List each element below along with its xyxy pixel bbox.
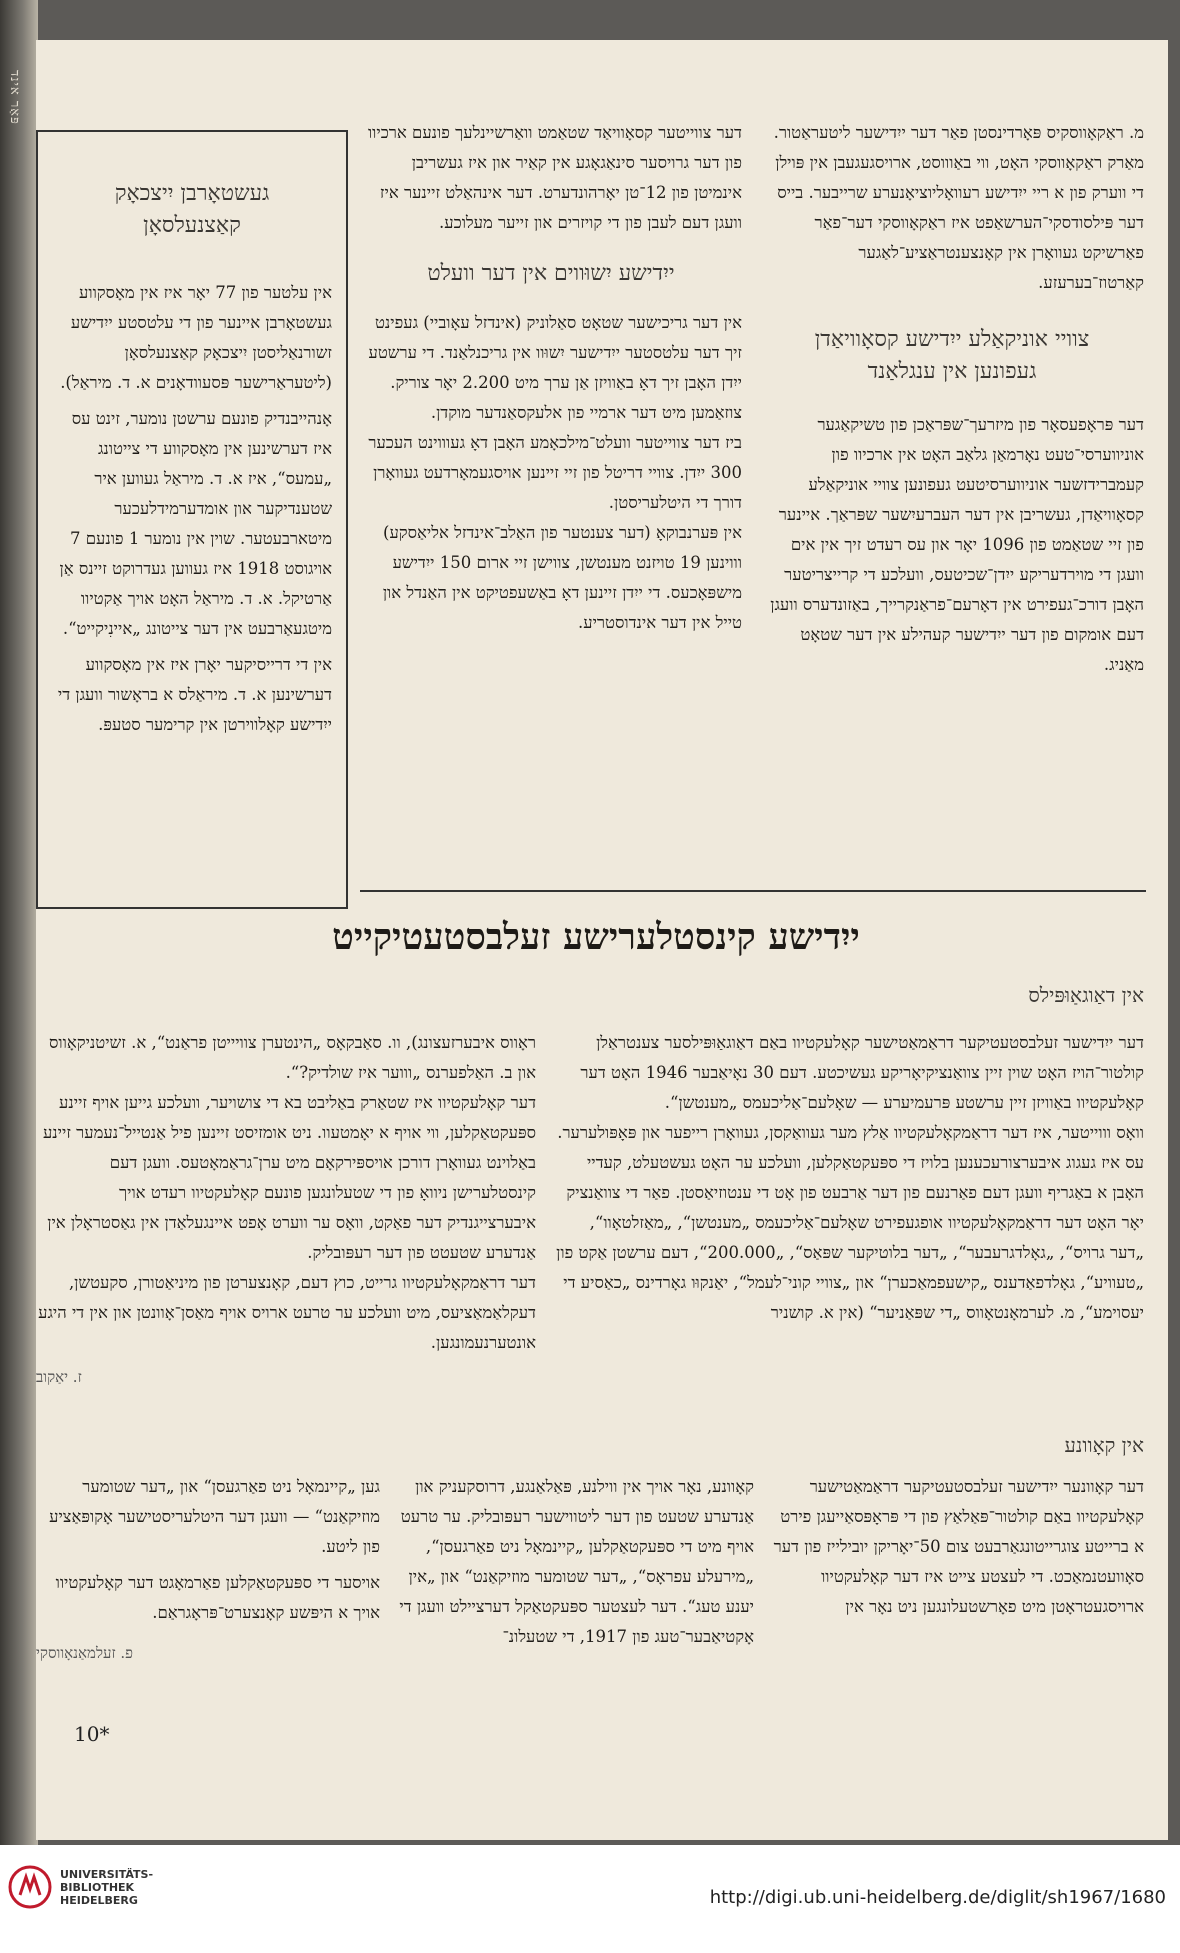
previous-page-edge-text: פּאַר אינד xyxy=(7,70,22,125)
top-middle-column xyxy=(360,118,742,638)
paragraph: קאָוונע, נאָר אויך אין ווילנע, פּאַלאַנגע, דרוסקעניק און אַנדערע שטעט פון דער ליטווישער רעפּובליק. ער טרעט אויף מיט די ספּעקטאַקלען „קיינמאָל ניט פאַרגעסן“, „מירעלע עפראָס“, „דער שטומער מוזיקאַנט“ און „אין יענע טעג“. דער לעצטער ספּעקטאַקל דערציילט וועגן די אָקטיאַבער־טעג פון 1917, די שטעלונ־ xyxy=(399,1477,754,1646)
paragraph: אויסער די ספּעקטאַקלען פאַרמאָגט דער קאָלעקטיוו אויך א היפּשע קאָנצערט־פּראָגראַם. xyxy=(55,1573,380,1622)
kaunas-left-column xyxy=(36,1472,380,1668)
daugavpils-left-column xyxy=(36,1028,536,1392)
section-heading-manuscripts: צוויי אוניקאַלע ייִדישע קסאָוויאַדן געפונען אין ענגלאַנד xyxy=(814,327,1090,384)
author-signature: פ. זעלמאַנאָווסקי xyxy=(36,1644,134,1662)
seal-icon xyxy=(8,1865,52,1909)
logo-line: BIBLIOTHEK xyxy=(60,1880,135,1894)
daugavpils-right-column xyxy=(556,1028,1144,1328)
author-signature: ז. יאַקוב xyxy=(36,1368,82,1386)
obituary-paragraph: אין עלטער פון 77 יאָר איז אין מאָסקווע געשטאָרבן איינער פון די עלטסטע ייִדישע זשורנאַליסטן יִיצכאָק קאַצנעלסאָן (ליטעראַרישער פּסעוודאָנים א. ד. מיראַל). xyxy=(60,283,332,392)
obituary-title: געשטאָרבן יִיצכאָק קאַצנעלסאָן xyxy=(114,181,270,238)
paragraph: מאַרק ראַקאָווסקי האָט, ווי באַוווסט, ארויסגעגעבן אין פּוילן די ווערק פון א ריי ייִדישע רעוואָליוציאָנערע שרייבער. בייס דער פּילסודסקי־הערשאַפט איז ראַקאָווסקי דער־פאַר פאַרשיקט געוואָרן אין קאָנצענטראַציע־לאַגער קאַרטוז־בערעזע. xyxy=(775,153,1144,292)
paragraph: וואָס וווייטער, איז דער דראַמקאָלעקטיוו אַלץ מער געוואַקסן, געוואָרן רייפער און פּאָפּולערער. עס איז געגוג איבערצורעכענען בלויז די ספּעקטאַקלען, וועלכע ער האָט געשטעלט, קעדיי האָבן א באַגריף וועגן דעם פאַרנעם פון דער אַרבעט פון אָט די ענטוזיאַסטן. פאַר די צוואַנציק יאָר האָט דער דראַמקאָלעקטיוו אופגעפירט שאָלעם־אַליכעמס „מענטשן“, „מאַזלטאָוו“, „דער גרויס“, „גאָלדגרעבער“, „דער בלוטיקער שפּאַס“, „200.000“, דעם ערשטן אַקט פון „טעוויע“, גאָלדפאַדענס „קישעפמאַכערן“ און „צוויי קוני־לעמל“, יאַנקוּו גאָרדינס „כאַסיע די יעסוימע“, מ. לערמאָנטאָווס „די שפּאַניער“ (אין א. קושניר xyxy=(556,1123,1144,1322)
paragraph: דער צווייטער קסאָוויאַד שטאַמט וואַרשיינלעך פונעם ארכיוו פון דער גרויסער סינאַגאָגע אין קאַיר און איז געשריבן אינמיטן פון 12־טן יאָרהונדערט. דער אינהאַלט זיינער איז וועגן דעם לעבן פון די קויזרים און זייער מעלוכע. xyxy=(367,123,742,232)
horizontal-rule xyxy=(360,890,1146,892)
kaunas-middle-column xyxy=(394,1472,754,1652)
section-heading-settlements: ייִדישע יִשוּווים אין דער וועלט xyxy=(427,261,675,286)
logo-line: HEIDELBERG xyxy=(60,1893,138,1907)
paragraph: גען „קיינמאָל ניט פאַרגעסן“ און „דער שטומער מוזיקאַנט“ — וועגן דער היטלעריסטישער אָקופּאַציע פון ליטע. xyxy=(49,1477,380,1556)
paragraph: דער דראַמקאָלעקטיוו גרייט, כוץ דעם, קאָנצערטן פון מיניאַטורן, סקעטשן, דעקלאַמאַציעס, מיט וועלכע ער טרעט ארויס אויף מאַסן־אָוונטן און אין די היגע אונטערנעמונגען. xyxy=(38,1273,536,1352)
library-logo[interactable] xyxy=(8,1865,153,1909)
obituary-paragraph: אין די דרייסיקער יאָרן איז אין מאָסקווע דערשינען א. ד. מיראַלס א בראָשור וועגן די ייִדישע קאָלווירטן אין קרימער סטעפּ. xyxy=(57,655,332,734)
source-url-link[interactable]: http://digi.ub.uni-heidelberg.de/diglit/sh1967/1680 xyxy=(709,1887,1166,1908)
section-heading-daugavpils: אין דאַוגאַוּפּילס xyxy=(1028,983,1144,1007)
logo-line: UNIVERSITÄTS- xyxy=(60,1867,154,1881)
paragraph: אין פּערנבוקאָ (דער צענטער פון האַלב־אינדזל אליאַסקע) וווינען 19 טויזנט מענטשן, צווישן זיי ארום 150 ייִדישע מישפּאָכעס. די ייִדן זיינען דאָ באַשעפטיקט אין האַנדל און טייל אין דער אינדוסטריע. xyxy=(382,523,742,632)
paragraph: אין דער גריכישער שטאָט סאַלוניק (אינדזל עאָוביי) געפינט זיך דער עלטסטער ייִדישער יִשוּוו אין גריכנלאַנד. די ערשטע ייִדן האָבן זיך דאָ באַוויזן אַן ערך מיט 2.200 יאָר צוריק. צוזאַמען מיט דער ארמיי פון אלעקסאַנדער מוקדן. xyxy=(368,313,742,422)
paragraph: דער פּראָפעסאָר פון מיזרעך־שפּראַכן פון טשיקאַגער אוניווערסי־טעט נאָרמאַן גלאַב האָט אין ארכיוו פון קעמברידזשער אוניווערסיטעט געפונען צוויי אוניקאַלע קסאָוויאַדן, געשריבן אין דער העברעיִשער שפּראַך. איינער פון זיי שטאַמט פון 1096 יאָר און עס רעדט זיך אין אים וועגן די מוירדעריקע ייִדן־שכיטעס, וועלכע די קרייצריטער האָבן דורכ־געפירט אין דאָרעם־פראַנקרייך, באַזונדערס וועגן דעם אומקום פון דער ייִדישער קעהילע אין דער שטאָט מאַניג. xyxy=(770,415,1144,674)
paragraph: מ. ראַקאָווסקיס פּאָרדינסטן פאַר דער ייִדישער ליטעראַטור. xyxy=(773,123,1144,142)
page-number: 10* xyxy=(74,1722,110,1746)
section-heading-kaunas: אין קאָוונע xyxy=(1064,1433,1144,1457)
document-page xyxy=(36,40,1168,1840)
library-footer xyxy=(0,1845,1180,1953)
paragraph: דער קאָלעקטיוו איז שטאַרק באַליבט בא די צושויער, וועלכע גייען אויף זיינע ספּעקטאַקלען, ווי אויף א יאָמטעוו. ניט אומזיסט זיינען פיל אַנטייל־נעמער זיינע באַלוינט געוואָרן דורכן אויספּירקאָם מיט ערן־גראַמאָטעס. וועגן דעם קינסטלערישן ניוואָ פון די שטעלונגען פונעם קאָלעקטיוו רעדט אויך איבערצייגנדיק דער פאַקט, וואָס ער ווערט אָפט איינגעלאַדן אין גאַסטראָלן אין אַנדערע שטעטט פון דער רעפּובליק. xyxy=(42,1093,536,1262)
top-right-column xyxy=(760,118,1144,680)
article-title: ייִדישע קינסטלערישע זעלבסטעטיקייט xyxy=(332,916,860,958)
kaunas-right-column xyxy=(768,1472,1144,1622)
obituary-paragraph: אָנהייבנדיק פונעם ערשטן נומער, זינט עס איז דערשינען אין מאָסקווע די צייטונג „עמעס“, איז א. ד. מיראַל געווען איר שטענדיקער און אומדערמידלעכער מיטארבעטער. שוין אין נומער 1 פונעם 7 אויגוסט 1918 איז געווען געדרוקט זיינס אַן אַרטיקל. א. ד. מיראַל האָט אויך אַקטיוו מיטגעאַרבעט אין דער צייטונג „איינִיקייט“. xyxy=(59,409,332,638)
paragraph: ראָווס איבערזעצונג), וו. סאַבקאָס „הינטערן צוויייטן פראַנט“, א. זשיטניקאָווס און ב. האַלפערנס „וווער איז שולדיק?“. xyxy=(49,1033,536,1082)
obituary-box xyxy=(36,130,348,909)
paragraph: דער ייִדישער זעלבסטעטיקער דראַמאַטישער קאָלעקטיוו באַם דאַוגאַוּפּילסער צענטראַלן קולטור־הויז האָט שוין זיין צוואַנציקיאָריקע געשיכטע. דעם 30 נאָיאַבער 1946 האָט דער קאָלעקטיוו באַוויזן זיין ערשטע פּרעמיערע — שאָלעם־אַליכעמס „מענטשן“. xyxy=(580,1033,1144,1112)
paragraph: דער קאָוונער ייִדישער זעלבסטעטיקער דראַמאַטישער קאָלעקטיוו באַם קולטור־פּאַלאַץ פון די פּראָפּסאַייעגן פירט א ברייטע צוגרייטונגאַרבעט צום 50־יאָריקן יובילייז פון דער סאָוועטנמאַכט. די לעצטע צייט איז דער קאָלעקטיוו ארויסגעטראָטן מיט פאָרשטעלונגען ניט נאָר אין xyxy=(773,1477,1144,1616)
paragraph: ביז דער צווייטער וועלט־מילכאָמע האָבן דאָ געוווינט העכער 300 ייִדן. צוויי דריטל פון זיי זיינען אויסגעמאָרדעט געוואָרן דורך די היטלעריסטן. xyxy=(368,433,742,512)
obituary-text xyxy=(48,278,332,740)
previous-page-edge xyxy=(0,0,38,1845)
